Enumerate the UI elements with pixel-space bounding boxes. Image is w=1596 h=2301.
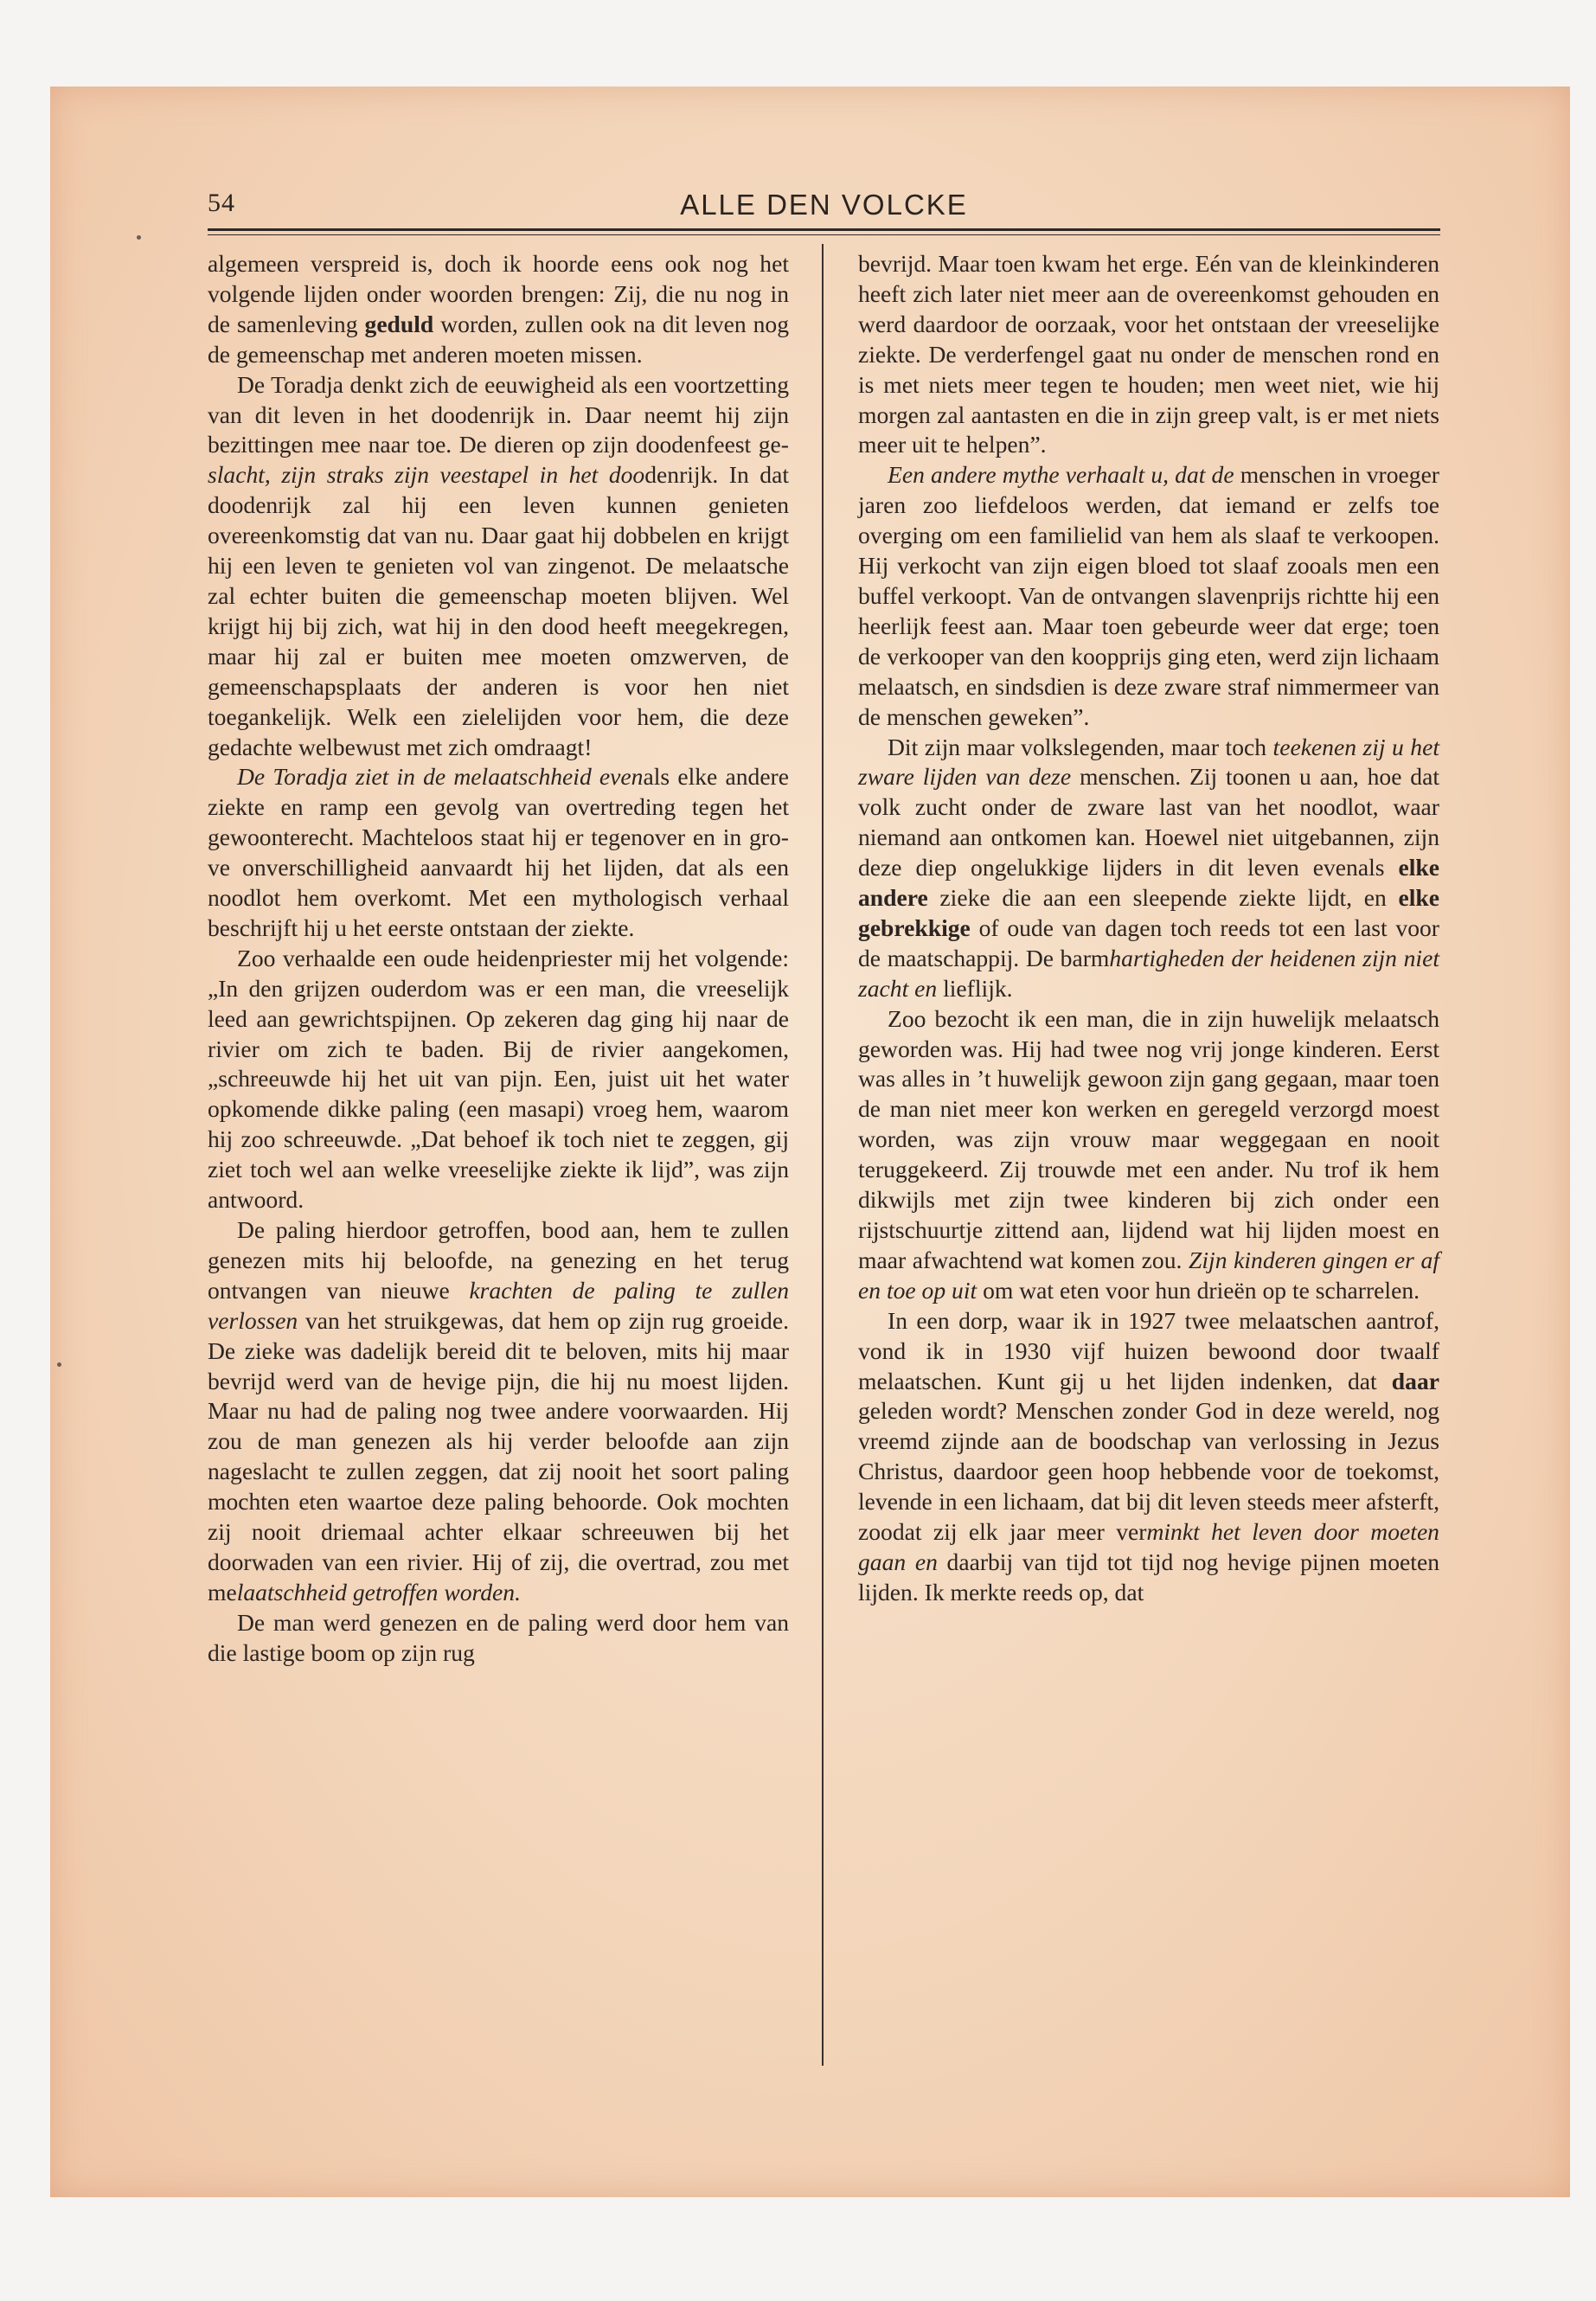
right-column (858, 249, 1439, 1608)
paragraph: De paling hierdoor getroffen, bood aan, hem te zullen genezen mits hij beloofde, na genezing en het terug ontvangen van nieuwe krachten de paling te zullen verlossen van het struikgewas, dat hem op zijn rug groeide. De zieke was dadelijk bereid dit te beloven, mits hij maar bevrijd werd van de hevige pijn, die hij nu moest lijden. Maar nu had de paling nog twee andere voorwaarden. Hij zou de man genezen als hij verder beloofde aan zijn nageslacht te zullen zeggen, dat zij nooit het soort paling mochten eten waartoe deze paling behoorde. Ook mochten zij nooit driemaal achter elkaar schreeuwen bij het doorwaden van een rivier. Hij of zij, die overtrad, zou met melaatschheid getroffen worden. (208, 1216, 789, 1606)
speck-mark (137, 235, 141, 240)
paragraph: De man werd genezen en de paling werd door hem van die lastige boom op zijn rug (208, 1608, 789, 1666)
left-column (208, 249, 789, 1669)
header-rule-thin (208, 234, 1440, 235)
paragraph: Dit zijn maar volkslegenden, maar toch teekenen zij u het zware lijden van deze menschen. Zij toonen u aan, hoe dat volk zucht onder de zware last van het noodlot, waar niemand aan ontkomen kan. Hoewel niet uitgebannen, zijn deze diep ongelukkige lijders in dit leven evenals elke andere zieke die aan een sleepende ziekte lijdt, en elke gebrekkige of oude van dagen toch reeds tot een last voor de maatschappij. De barmhartigheden der heidenen zijn niet zacht en lieflijk. (858, 733, 1439, 1002)
column-divider (822, 244, 824, 2066)
speck-mark (57, 1362, 61, 1367)
paragraph: bevrijd. Maar toen kwam het erge. Eén van de kleinkinderen heeft zich later niet meer aan de overeenkomst gehouden en werd daardoor de oorzaak, voor het ontstaan der vreeselijke ziekte. De verderfengel gaat nu onder de menschen rond en is met niets meer tegen te houden; men weet niet, wie hij morgen zal aantasten en die in zijn greep valt, is er met niets meer uit te helpen”. (858, 250, 1439, 458)
paragraph: In een dorp, waar ik in 1927 twee melaatschen aantrof, vond ik in 1930 vijf huizen bewoond door twaalf melaatschen. Kunt gij u het lijden indenken, dat daar geleden wordt? Menschen zonder God in deze wereld, nog vreemd zijnde aan de boodschap van verlossing in Jezus Christus, daardoor geen hoop hebbende voor de toekomst, levende in een lichaam, dat bij dit leven steeds meer afsterft, zoodat zij elk jaar meer verminkt het leven door moeten gaan en daarbij van tijd tot tijd nog hevige pijnen moeten lijden. Ik merkte reeds op, dat (858, 1306, 1439, 1606)
paragraph: De Toradja denkt zich de eeuwigheid als een voortzetting van dit leven in het doodenrijk in. Daar neemt hij zijn bezittingen mee naar toe. De dieren op zijn doodenfeest geslacht, zijn straks zijn veestapel in het doodenrijk. In dat doodenrijk zal hij een leven kunnen genieten overeenkomstig dat van nu. Daar gaat hij dobbelen en krijgt hij een leven te genieten vol van zingenot. De melaatsche zal echter buiten die gemeenschap moeten blijven. Wel krijgt hij bij zich, wat hij in den dood heeft meegekregen, maar hij zal er buiten mee moeten omzwerven, de gemeenschapsplaats der anderen is voor hen niet toegankelijk. Welk een zielelijden voor hem, die deze gedachte welbewust met zich omdraagt! (208, 370, 789, 760)
paragraph: De Toradja ziet in de melaatschheid evenals elke andere ziekte en ramp een gevolg van overtreding tegen het gewoonterecht. Machteloos staat hij er tegenover en in grove onverschilligheid aanvaardt hij het lijden, dat als een noodlot hem overkomt. Met een mythologisch verhaal beschrijft hij u het eerste ontstaan der ziekte. (208, 763, 789, 941)
paragraph: Een andere mythe verhaalt u, dat de menschen in vroeger jaren zoo liefdeloos werden, dat iemand er zelfs toe overging om een familielid van hem als slaaf te verkoopen. Hij verkocht van zijn eigen bloed tot slaaf zooals men een buffel verkoopt. Van de ontvangen slavenprijs richtte hij een heerlijk feest aan. Maar toen gebeurde weer dat erge; toen de verkooper van den koopprijs ging eten, werd zijn lichaam melaatsch, en sindsdien is deze zware straf nimmermeer van de menschen geweken”. (858, 461, 1440, 730)
paragraph: Zoo bezocht ik een man, die in zijn huwelijk melaatsch geworden was. Hij had twee nog vrij jonge kinderen. Eerst was alles in ’t huwelijk gewoon zijn gang gegaan, maar toen de man niet meer kon werken en geregeld verzorgd moest worden, was zijn vrouw maar weggegaan en nooit teruggekeerd. Zij trouwde met een ander. Nu trof ik hem dikwijls met zijn twee kinderen bij zich onder een rijstschuurtje zittend aan, lijdend wat hij lijden moest en maar afwachtend wat komen zou. Zijn kinderen gingen er af en toe op uit om wat eten voor hun drieën op te scharrelen. (858, 1004, 1439, 1304)
page-number: 54 (208, 189, 235, 217)
running-title: ALLE DEN VOLCKE (680, 189, 968, 221)
header-rule (208, 228, 1440, 231)
paragraph: Zoo verhaalde een oude heidenpriester mij het volgende: „In den grijzen ouderdom was er een man, die vreeselijk leed aan gewrichtspijnen. Op zekeren dag ging hij naar de rivier om zich te baden. Bij de rivier aangekomen, „schreeuwde hij het uit van pijn. Een, juist uit het water opkomende dikke paling (een masapi) vroeg hem, waarom hij zoo schreeuwde. „Dat behoef ik toch niet te zeggen, gij ziet toch wel aan welke vreeselijke ziekte ik lijd”, was zijn antwoord. (208, 944, 789, 1214)
paragraph: algemeen verspreid is, doch ik hoorde eens ook nog het volgende lijden onder woorden brengen: Zij, die nu nog in de samenleving geduld worden, zullen ook na dit leven nog de gemeenschap met anderen moeten missen. (208, 250, 789, 368)
page-header (208, 189, 1440, 223)
